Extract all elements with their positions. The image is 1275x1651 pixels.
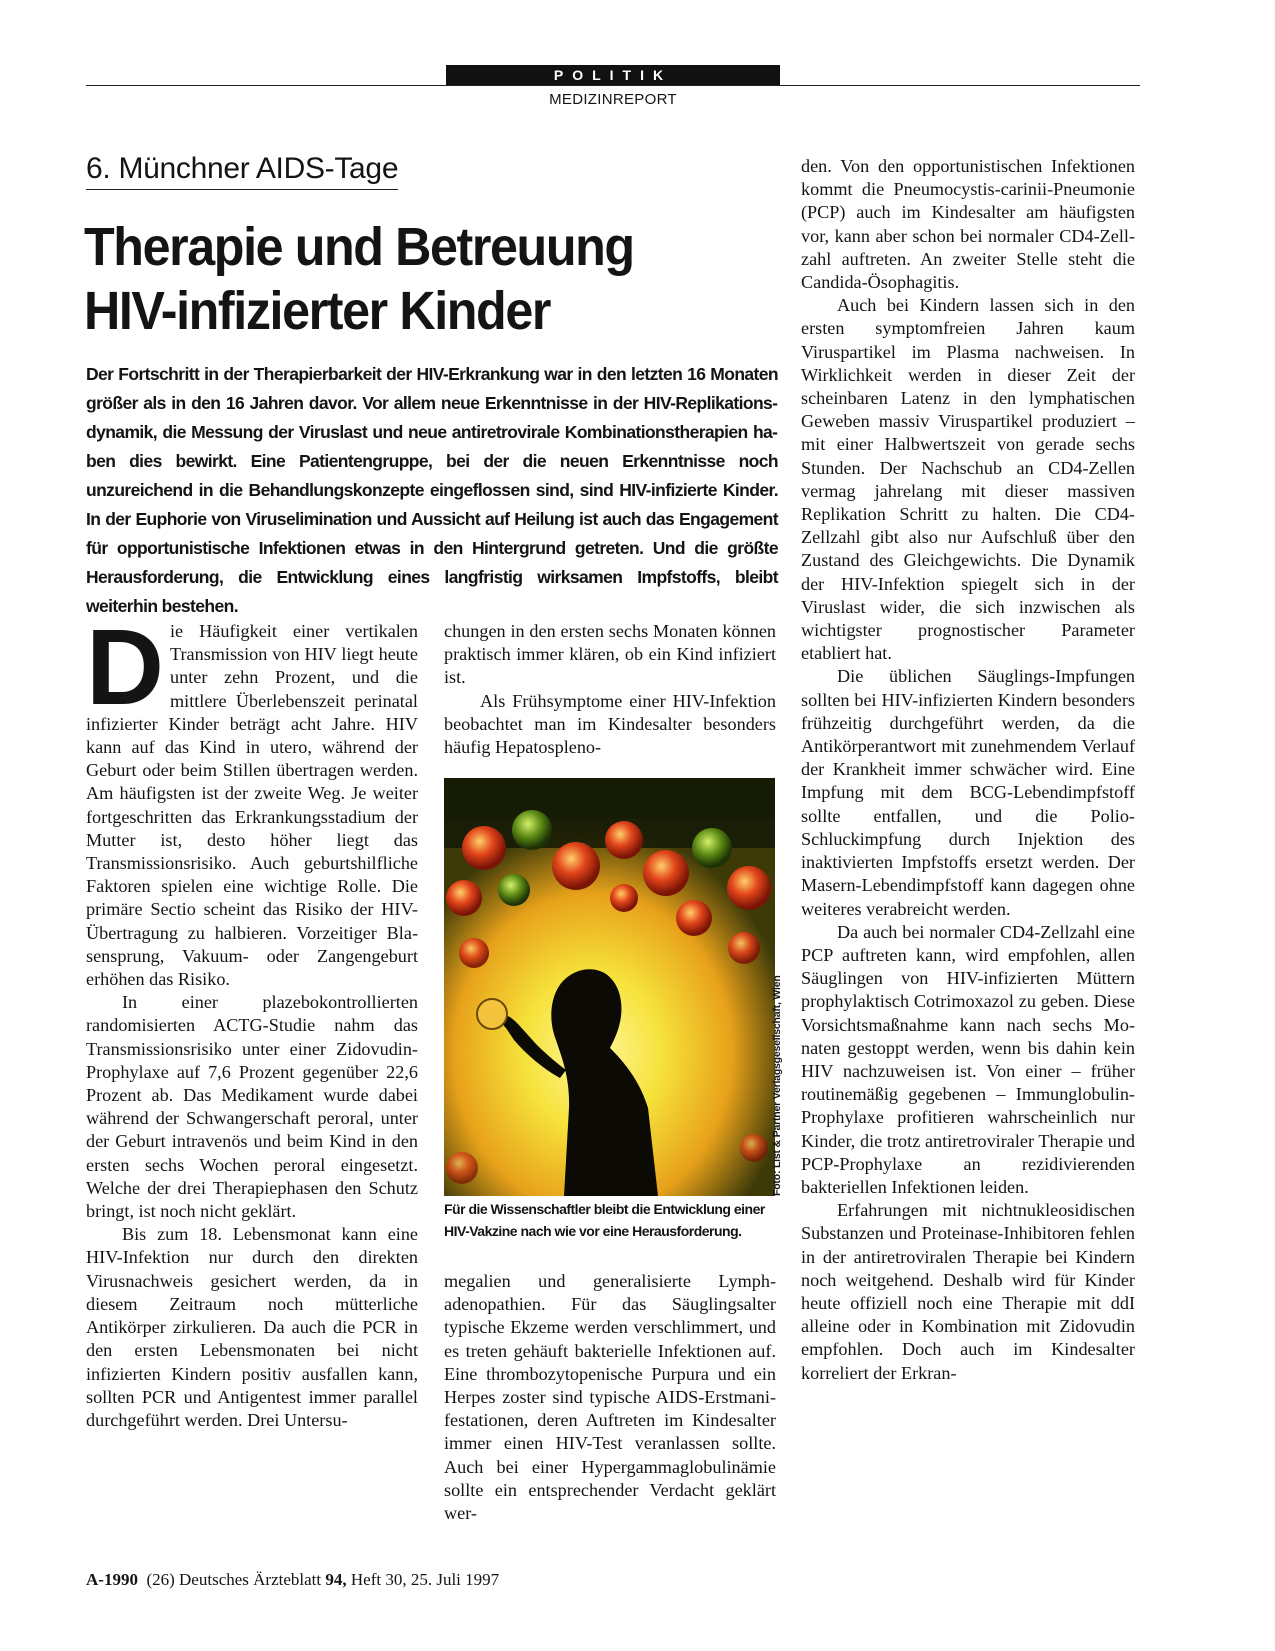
title-line-2: HIV-infizierter Kinder <box>84 281 551 341</box>
page-footer <box>86 1570 499 1590</box>
issue-page: (26) <box>146 1570 175 1589</box>
paragraph <box>86 606 418 991</box>
article-title <box>84 215 716 343</box>
issue-date: Heft 30, 25. Juli 1997 <box>350 1570 500 1589</box>
paragraph: Erfahrungen mit nichtnukleosidischen Substanzen und Proteinase-Inhibitoren fehlen in der antiretroviralen Therapie bei Kindern noch weitgehend. Deshalb wird für Kinder heute offiziell noch eine Therapie mit ddI alleine oder in Kombination mit Zidovudin empfohlen. Doch auch im Kindesalter korreliert der Erkran- <box>801 1200 1135 1383</box>
paragraph: megalien und generalisierte Lymphadenopathien. Für das Säuglingsalter typische Ekzeme werden verschlimmert, und es treten gehäuft bakterielle Infektionen auf. Eine thrombozytopenische Purpura und ein Herpes zoster sind typische AIDS-Erstmanifestationen, deren Auftreten im Kindesalter immer einen HIV-Test veranlassen sollte. Auch bei einer Hypergammaglobulinämie sollte ein entsprechender Verdacht geklärt wer- <box>444 1271 776 1524</box>
photo-illustration <box>444 778 775 1196</box>
section-label: POLITIK <box>446 65 780 85</box>
journal-volume: 94, <box>325 1570 347 1589</box>
paragraph: den. Von den opportunistischen Infektionen kommt die Pneumocystis-carinii-Pneumonie (PCP) auch im Kindesalter am häufigsten vor, kann aber schon bei normaler CD4-Zellzahl auftreten. An zweiter Stelle steht die Candida-Ösophagitis. <box>801 156 1135 293</box>
paragraph: Bis zum 18. Lebensmonat kann eine HIV-Infektion nur durch den direkten Virusnachweis gesichert werden, da in diesem Zeitraum noch mütterliche Antikörper zirkulieren. Da auch die PCR in den ersten Lebensmonaten bei nicht infizierten Kindern positiv ausfallen kann, sollten PCR und Antigentest immer parallel durchgeführt werden. Drei Untersu- <box>86 1224 418 1430</box>
paragraph-text: ie Häufigkeit einer vertikalen Transmission von HIV liegt heute unter zehn Prozent, und die mittlere Überlebenszeit perinatal infizierter Kinder beträgt acht Jahre. HIV kann auf das Kind in utero, während der Geburt oder beim Stillen übertragen werden. Am häufigsten ist der zweite Weg. Je weiter fortgeschritten das Erkrankungsstadium der Mutter ist, desto höher liegt das Transmissionsrisiko. Auch geburtshilfliche Faktoren spielen eine wichtige Rolle. Die primäre Sectio scheint das Risiko der HIV-Übertragung zu halbieren. Vorzeitiger Blasensprung, Vakuum- oder Zangengeburt erhöhen das Risiko. <box>86 621 418 990</box>
article-photo <box>444 778 775 1196</box>
paragraph: Auch bei Kindern lassen sich in den ersten symptomfreien Jahren kaum Viruspartikel im Plasma nachweisen. In Wirklichkeit werden in dieser Zeit der scheinbaren Latenz in den lymphatischen Geweben massiv Viruspartikel produziert – mit einer Halbwertszeit von gerade sechs Stunden. Der Nachschub an CD4-Zellen vermag jahrelang mit dieser massiven Replikation Schritt zu halten. Die CD4-Zellzahl gibt also nur Aufschluß über den Zustand des Gleichgewichts. Die Dynamik der HIV-Infektion spiegelt sich in der Viruslast wider, die sich inzwischen als wichtigster prognostischer Parameter etabliert hat. <box>801 295 1135 664</box>
paragraph: In einer plazebokontrollierten randomisierten ACTG-Studie nahm das Transmissionsrisiko unter einer Zidovudin-Prophylaxe auf 7,6 Prozent gegenüber 22,6 Prozent ab. Das Medikament wurde dabei während der Schwangerschaft peroral, unter der Geburt intravenös und beim Kind in den ersten sechs Wochen peroral eingesetzt. Welche der drei Therapiephasen den Schutz bringt, ist noch nicht geklärt. <box>86 992 418 1222</box>
page-number: A-1990 <box>86 1570 138 1589</box>
photo-credit: Foto: List & Partner Verlagsgesellschaft, Wien <box>771 975 783 1196</box>
paragraph: Die üblichen Säuglings-Impfungen sollten bei HIV-infizierten Kindern besonders frühzeitig durchgeführt werden, da die Antikörperantwort mit zunehmendem Verlauf der Krankheit immer schwächer wird. Eine Impfung mit dem BCG-Lebendimpfstoff sollte entfallen, und die Polio-Schluckimpfung durch Injektion des inaktivierten Impfstoffs ersetzt werden. Der Masern-Lebendimpfstoff kann dagegen ohne weiteres verabreicht werden. <box>801 666 1135 919</box>
photo-caption: Für die Wissenschaftler bleibt die Entwicklung einer HIV-Vakzine nach wie vor eine Herausforderung. <box>444 1201 765 1239</box>
journal-name: Deutsches Ärzteblatt <box>179 1570 322 1589</box>
header-rule <box>86 85 1140 86</box>
title-line-1: Therapie und Betreuung <box>84 217 634 277</box>
rubric-label: MEDIZINREPORT <box>549 91 677 108</box>
body-column-2-bottom <box>444 1270 776 1525</box>
body-column-3 <box>801 155 1135 1385</box>
paragraph: chungen in den ersten sechs Monaten können praktisch immer klären, ob ein Kind infiziert ist. <box>444 621 776 688</box>
paragraph: Da auch bei normaler CD4-Zellzahl eine PCP auftreten kann, wird empfohlen, allen Säuglingen von HIV-infizierten Müttern prophylaktisch Cotrimoxazol zu geben. Diese Vorsichtsmaßnahme kann nach sechs Monaten gestoppt werden, wenn bis dahin kein HIV nachzuweisen ist. Von einer – früher routinemäßig gegebenen – Immunglobulin-Prophylaxe profitieren wahrscheinlich nur Kinder, die trotz antiretroviraler Therapie und PCP-Prophylaxe an rezidivierenden bakteriellen Infektionen leiden. <box>801 921 1135 1197</box>
drop-cap: D <box>86 606 164 727</box>
body-column-1 <box>86 606 418 1432</box>
body-column-2-top <box>444 620 776 759</box>
paragraph: Als Frühsymptome einer HIV-Infektion beobachtet man im Kindesalter besonders häufig Hepatospleno- <box>444 690 776 758</box>
article-lead: Der Fortschritt in der Therapierbarkeit der HIV-Erkrankung war in den letzten 16 Monaten größer als in den 16 Jahren davor. Vor allem neue Erkenntnisse in der HIV-Replikationsdynamik, die Messung der Viruslast und neue antiretrovirale Kombinationstherapien haben dies bewirkt. Eine Patientengruppe, bei der die neuen Erkenntnisse noch unzureichend in die Behandlungskonzepte eingeflossen sind, sind HIV-infizierte Kinder. In der Euphorie von Viruselimination und Aussicht auf Heilung ist auch das Engagement für opportunistische Infektionen etwas in den Hintergrund getreten. Und die größte Herausforderung, die Entwicklung eines langfristig wirksamen Impfstoffs, bleibt weiterhin bestehen. <box>86 364 778 616</box>
article-kicker: 6. Münchner AIDS-Tage <box>86 152 398 190</box>
